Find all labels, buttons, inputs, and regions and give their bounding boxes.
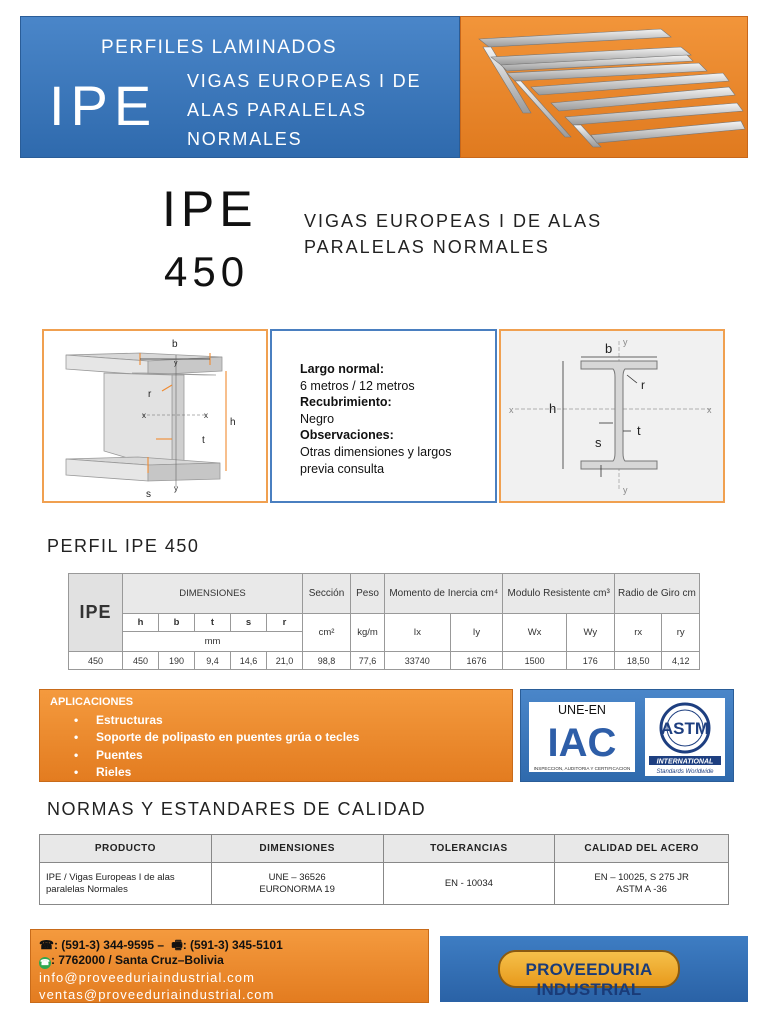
xs-label-y-top: y bbox=[623, 337, 628, 347]
table-row bbox=[69, 652, 700, 670]
list-item: • Puentes bbox=[96, 747, 359, 764]
table-unit-ry: ry bbox=[662, 614, 700, 652]
xs-label-r: r bbox=[641, 378, 645, 392]
list-item: • Soporte de polipasto en puentes grúa o tecles bbox=[96, 729, 359, 746]
profile-table bbox=[68, 573, 700, 670]
list-item: • Estructuras bbox=[96, 712, 359, 729]
header-beams-image bbox=[460, 16, 748, 158]
table-dimensiones-header: DIMENSIONES bbox=[123, 574, 303, 614]
table-peso-header: Peso bbox=[351, 574, 385, 614]
recubrimiento-value: Negro bbox=[300, 411, 335, 426]
applications-list bbox=[96, 712, 359, 782]
largo-value: 6 metros / 12 metros bbox=[300, 378, 415, 393]
norms-heading: NORMAS Y ESTANDARES DE CALIDAD bbox=[47, 799, 427, 819]
norms-dim-line2: EURONORMA 19 bbox=[259, 883, 335, 895]
email-info-link[interactable]: info@proveeduriaindustrial.com bbox=[39, 970, 256, 985]
header-description: VIGAS EUROPEAS I DE ALAS PARALELAS NORMALES bbox=[187, 71, 422, 149]
phone-number[interactable]: : (591-3) 344-9595 – bbox=[53, 938, 165, 952]
table-cell: 4,12 bbox=[662, 652, 700, 670]
table-cell: 450 bbox=[69, 652, 123, 670]
label-s: s bbox=[146, 489, 151, 500]
table-cell: 98,8 bbox=[303, 652, 351, 670]
iac-subtext: INSPECCION, AUDITORIA Y CERTIFICACION bbox=[533, 766, 631, 771]
table-mm-unit: mm bbox=[123, 632, 303, 652]
header-subtitle: PERFILES LAMINADOS bbox=[101, 37, 338, 58]
table-dim-b: b bbox=[159, 614, 195, 632]
table-cell: 450 bbox=[123, 652, 159, 670]
applications-panel bbox=[39, 689, 513, 782]
xs-label-x-left: x bbox=[509, 405, 514, 415]
product-title-line2: 450 bbox=[164, 248, 250, 295]
header-title: IPE bbox=[49, 74, 158, 137]
norms-cell-producto bbox=[40, 863, 212, 905]
norms-calidad-line2: ASTM A -36 bbox=[616, 883, 667, 895]
label-x-left: x bbox=[142, 411, 146, 420]
norms-header-tolerancias: TOLERANCIAS bbox=[383, 835, 555, 863]
table-unit-rx: rx bbox=[614, 614, 662, 652]
header-blue-panel bbox=[20, 16, 460, 158]
table-unit-wx: Wx bbox=[503, 614, 566, 652]
norms-header-producto: PRODUCTO bbox=[40, 835, 212, 863]
observaciones-value-1: Otras dimensiones y largos bbox=[300, 444, 452, 459]
label-y-top: y bbox=[174, 360, 178, 367]
table-cell: 9,4 bbox=[195, 652, 231, 670]
astm-international-text: INTERNATIONAL bbox=[656, 758, 714, 766]
norms-header-calidad: CALIDAD DEL ACERO bbox=[555, 835, 729, 863]
xs-label-t: t bbox=[637, 423, 641, 438]
table-unit-iy: Iy bbox=[450, 614, 503, 652]
label-h: h bbox=[230, 417, 236, 428]
norms-cell-dimensiones bbox=[211, 863, 383, 905]
mobile-line bbox=[39, 953, 224, 969]
label-b: b bbox=[172, 339, 178, 350]
observaciones-label: Observaciones: bbox=[300, 428, 394, 443]
brand-name: PROVEEDURIA INDUSTRIAL bbox=[525, 960, 653, 999]
table-dim-h: h bbox=[123, 614, 159, 632]
label-y-bottom: y bbox=[174, 484, 178, 493]
une-iac-logo bbox=[529, 702, 635, 772]
brand-banner bbox=[440, 936, 748, 1002]
table-dim-s: s bbox=[231, 614, 267, 632]
xs-label-y-bottom: y bbox=[623, 485, 628, 495]
beam-3d-diagram-box bbox=[42, 329, 268, 503]
observaciones-value-2: previa consulta bbox=[300, 461, 385, 476]
cross-section-diagram bbox=[501, 331, 723, 501]
table-row bbox=[40, 863, 729, 905]
xs-label-b: b bbox=[605, 341, 613, 356]
fax-number[interactable]: : (591-3) 345-5101 bbox=[182, 938, 283, 952]
whatsapp-icon: ☎ bbox=[40, 958, 50, 967]
astm-logo-mark bbox=[645, 698, 725, 776]
table-cell: 1676 bbox=[450, 652, 503, 670]
label-t: t bbox=[202, 435, 205, 446]
profile-heading: PERFIL IPE 450 bbox=[47, 536, 200, 556]
table-ipe-label: IPE bbox=[69, 574, 123, 652]
recubrimiento-label: Recubrimiento: bbox=[300, 395, 392, 410]
cross-section-box bbox=[499, 329, 725, 503]
norms-dim-line1: UNE – 36526 bbox=[268, 871, 326, 883]
header-banner bbox=[20, 16, 748, 158]
xs-label-x-right: x bbox=[707, 405, 712, 415]
table-unit-ix: Ix bbox=[385, 614, 451, 652]
astm-subtext: Standards Worldwide bbox=[656, 769, 714, 775]
table-unit-wy: Wy bbox=[566, 614, 614, 652]
table-unit-cm2: cm² bbox=[303, 614, 351, 652]
norms-producto-line1: IPE / Vigas Europeas I de alas bbox=[46, 871, 175, 883]
specifications-box bbox=[270, 329, 497, 503]
table-cell: 1500 bbox=[503, 652, 566, 670]
table-cell: 190 bbox=[159, 652, 195, 670]
norms-header-dimensiones: DIMENSIONES bbox=[211, 835, 383, 863]
brand-logo bbox=[498, 950, 680, 999]
email-sales-link[interactable]: ventas@proveeduriaindustrial.com bbox=[39, 987, 275, 1002]
xs-label-h: h bbox=[549, 401, 557, 416]
norms-cell-tolerancias: EN - 10034 bbox=[383, 863, 555, 905]
list-item: • Rieles bbox=[96, 764, 359, 781]
table-momento-header: Momento de Inercia cm⁴ bbox=[385, 574, 503, 614]
table-dim-r: r bbox=[267, 614, 303, 632]
largo-label: Largo normal: bbox=[300, 362, 385, 376]
xs-label-s: s bbox=[595, 435, 602, 450]
table-cell: 176 bbox=[566, 652, 614, 670]
contact-panel bbox=[30, 929, 429, 1003]
table-seccion-header: Sección bbox=[303, 574, 351, 614]
specifications-text bbox=[300, 361, 451, 477]
norms-table bbox=[39, 834, 729, 905]
product-title-line1: IPE bbox=[162, 181, 258, 237]
table-cell: 33740 bbox=[385, 652, 451, 670]
fax-icon: 🖷 bbox=[171, 938, 183, 952]
norms-producto-line2: paralelas Normales bbox=[46, 883, 128, 895]
table-cell: 14,6 bbox=[231, 652, 267, 670]
iac-logo-mark bbox=[529, 716, 635, 772]
astm-text: ASTM bbox=[660, 719, 710, 738]
table-dim-t: t bbox=[195, 614, 231, 632]
phone-icon: ☎ bbox=[39, 938, 54, 952]
mobile-number[interactable]: : 7762000 / Santa Cruz–Bolivia bbox=[51, 953, 224, 967]
product-description: VIGAS EUROPEAS I DE ALAS PARALELAS NORMALES bbox=[304, 211, 603, 257]
table-cell: 21,0 bbox=[267, 652, 303, 670]
label-x-right: x bbox=[204, 411, 208, 420]
norms-calidad-line1: EN – 10025, S 275 JR bbox=[594, 871, 689, 883]
table-cell: 18,50 bbox=[614, 652, 662, 670]
beam-3d-diagram bbox=[44, 331, 266, 501]
label-r: r bbox=[148, 389, 152, 400]
une-label: UNE-EN bbox=[558, 703, 606, 717]
table-unit-kgm: kg/m bbox=[351, 614, 385, 652]
norms-cell-calidad bbox=[555, 863, 729, 905]
applications-heading: APLICACIONES bbox=[50, 696, 134, 708]
certifications-panel bbox=[520, 689, 734, 782]
table-modulo-header: Modulo Resistente cm³ bbox=[503, 574, 614, 614]
astm-logo bbox=[645, 698, 725, 776]
table-cell: 77,6 bbox=[351, 652, 385, 670]
steel-beams-illustration bbox=[461, 17, 749, 159]
table-radio-header: Radio de Giro cm bbox=[614, 574, 699, 614]
iac-text: IAC bbox=[547, 721, 617, 765]
